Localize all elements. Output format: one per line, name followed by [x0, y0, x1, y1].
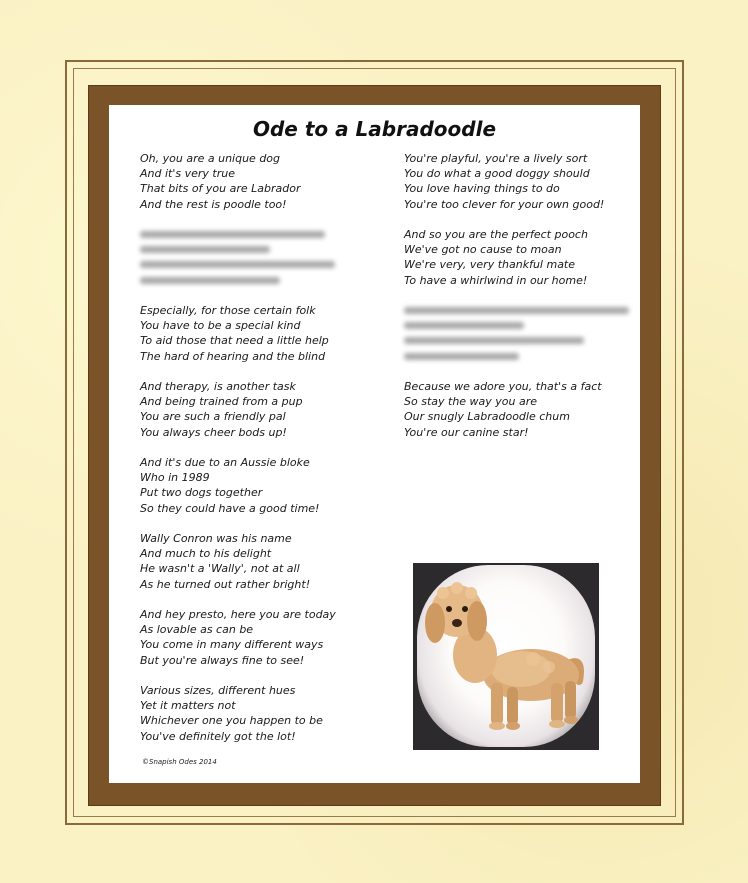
- poem-line: You come in many different ways: [140, 638, 324, 652]
- blurred-line: [404, 333, 634, 348]
- blurred-line: [140, 257, 360, 272]
- right-column: [404, 151, 634, 455]
- stanza: [140, 455, 360, 516]
- copyright-notice: ©Snapish Odes 2014: [142, 758, 217, 766]
- poem-line: And much to his delight: [140, 547, 272, 561]
- stanza: [140, 303, 360, 364]
- poem-line: Put two dogs together: [140, 486, 263, 500]
- poem-line: Wally Conron was his name: [140, 531, 292, 545]
- poem-line: And it's due to an Aussie bloke: [140, 455, 310, 469]
- poem-line: Various sizes, different hues: [140, 683, 296, 697]
- stanza: [140, 531, 360, 592]
- poem-line: And being trained from a pup: [140, 395, 303, 409]
- poem-line: And therapy, is another task: [140, 379, 296, 393]
- blurred-stanza: [404, 303, 634, 364]
- stanza: [404, 151, 634, 212]
- poem-line: Oh, you are a unique dog: [140, 152, 281, 165]
- blurred-line: [404, 303, 634, 318]
- poem-line: We've got no cause to moan: [404, 243, 562, 257]
- poem-line: Especially, for those certain folk: [140, 303, 316, 317]
- blurred-line: [404, 349, 634, 364]
- blurred-line: [140, 242, 360, 257]
- blurred-line: [404, 318, 634, 333]
- labradoodle-photo: [413, 563, 599, 750]
- poem-line: You're too clever for your own good!: [404, 197, 605, 211]
- poem-line: So they could have a good time!: [140, 501, 320, 515]
- stanza: [404, 379, 634, 440]
- blurred-stanza: [140, 227, 360, 288]
- poem-line: The hard of hearing and the blind: [140, 349, 326, 363]
- poem-line: And the rest is poodle too!: [140, 197, 287, 211]
- poem-line: You're our canine star!: [404, 425, 529, 439]
- poem-line: We're very, very thankful mate: [404, 258, 576, 272]
- poem-line: You've definitely got the lot!: [140, 729, 296, 743]
- blurred-line: [140, 227, 360, 242]
- stanza: [140, 151, 360, 212]
- poem-line: You are such a friendly pal: [140, 410, 286, 424]
- stanza: [140, 607, 360, 668]
- poem-line: But you're always fine to see!: [140, 653, 305, 667]
- left-column: [140, 151, 360, 759]
- poem-line: To aid those that need a little help: [140, 334, 329, 348]
- poem-line: He wasn't a 'Wally', not at all: [140, 562, 300, 576]
- poem-line: You do what a good doggy should: [404, 167, 590, 181]
- poem-line: Because we adore you, that's a fact: [404, 379, 602, 393]
- blurred-line: [140, 273, 360, 288]
- poem-line: You always cheer bods up!: [140, 425, 287, 439]
- poem-title: Ode to a Labradoodle: [252, 117, 497, 141]
- poem-line: And so you are the perfect pooch: [404, 228, 588, 241]
- poem-line: As lovable as can be: [140, 623, 254, 637]
- poem-line: And hey presto, here you are today: [140, 607, 336, 621]
- poem-line: Yet it matters not: [140, 699, 236, 713]
- poem-line: That bits of you are Labrador: [140, 182, 301, 196]
- poem-line: As he turned out rather bright!: [140, 577, 311, 591]
- stanza: [140, 379, 360, 440]
- poem-line: You love having things to do: [404, 182, 560, 196]
- stanza: [140, 683, 360, 744]
- poem-line: Our snugly Labradoodle chum: [404, 410, 570, 424]
- poem-line: You're playful, you're a lively sort: [404, 152, 588, 165]
- poem-line: So stay the way you are: [404, 395, 538, 409]
- poem-paper: [109, 105, 640, 783]
- poem-line: You have to be a special kind: [140, 319, 301, 333]
- poem-line: And it's very true: [140, 167, 235, 181]
- poem-line: To have a whirlwind in our home!: [404, 273, 588, 287]
- labradoodle-icon: [413, 563, 599, 750]
- poem-line: Whichever one you happen to be: [140, 714, 323, 728]
- stanza: [404, 227, 634, 288]
- poem-line: Who in 1989: [140, 471, 210, 485]
